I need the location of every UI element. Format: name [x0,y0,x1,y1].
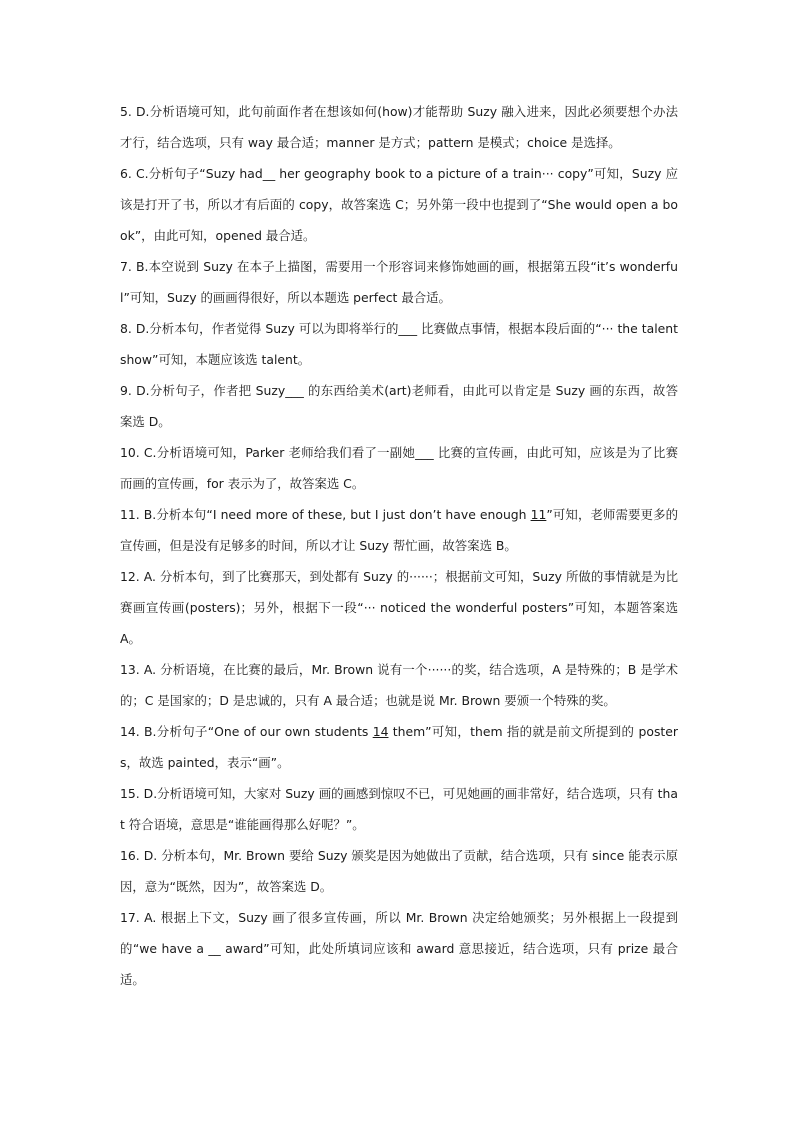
answer-item-6: 6. C.分析句子“Suzy had__ her geography book to a picture of a train··· copy”可知，Suzy 应该是打开了书，所以才有后面的 copy，故答案选 C；另外第一段中也提到了“She would open a book”，由此可知，opened 最合适。 [120,166,678,243]
blank-number: 11 [530,507,547,522]
answer-explanations [120,96,678,995]
answer-item-12: 12. A. 分析本句，到了比赛那天，到处都有 Suzy 的······；根据前文可知，Suzy 所做的事情就是为比赛画宣传画(posters)；另外，根据下一段“··· noticed the wonderful posters”可知，本题答案选 A。 [120,569,678,646]
answer-item-10: 10. C.分析语境可知，Parker 老师给我们看了一副她___ 比赛的宣传画，由此可知，应该是为了比赛而画的宣传画，for 表示为了，故答案选 C。 [120,445,678,491]
answer-item-9: 9. D.分析句子，作者把 Suzy___ 的东西给美术(art)老师看，由此可以肯定是 Suzy 画的东西，故答案选 D。 [120,383,678,429]
answer-item-8: 8. D.分析本句，作者觉得 Suzy 可以为即将举行的___ 比赛做点事情，根据本段后面的“··· the talent show”可知，本题应该选 talent。 [120,321,678,367]
blank-number: 14 [372,724,389,739]
answer-item-13: 13. A. 分析语境，在比赛的最后，Mr. Brown 说有一个······的奖，结合选项，A 是特殊的；B 是学术的；C 是国家的；D 是忠诚的，只有 A 最合适；也就是说 Mr. Brown 要颁一个特殊的奖。 [120,662,678,708]
answer-item-5: 5. D.分析语境可知，此句前面作者在想该如何(how)才能帮助 Suzy 融入进来，因此必须要想个办法才行，结合选项，只有 way 最合适；manner 是方式；pattern 是模式；choice 是选择。 [120,104,678,150]
answer-item-16: 16. D. 分析本句，Mr. Brown 要给 Suzy 颁奖是因为她做出了贡献，结合选项，只有 since 能表示原因，意为“既然，因为”，故答案选 D。 [120,848,678,894]
answer-item-17: 17. A. 根据上下文，Suzy 画了很多宣传画，所以 Mr. Brown 决定给她颁奖；另外根据上一段提到的“we have a __ award”可知，此处所填词应该和 award 意思接近，结合选项，只有 prize 最合适。 [120,910,678,987]
answer-item-15: 15. D.分析语境可知，大家对 Suzy 画的画感到惊叹不已，可见她画的画非常好，结合选项，只有 that 符合语境，意思是“谁能画得那么好呢？”。 [120,786,678,832]
answer-item-7: 7. B.本空说到 Suzy 在本子上描图，需要用一个形容词来修饰她画的画，根据第五段“it’s wonderful”可知，Suzy 的画画得很好，所以本题选 perfect 最合适。 [120,259,678,305]
answer-item-11: 11. B.分析本句“I need more of these, but I just don’t have enough 11”可知，老师需要更多的宣传画，但是没有足够多的时间，所以才让 Suzy 帮忙画，故答案选 B。 [120,507,678,553]
answer-item-14: 14. B.分析句子“One of our own students 14 them”可知，them 指的就是前文所提到的 posters，故选 painted，表示“画”。 [120,724,678,770]
